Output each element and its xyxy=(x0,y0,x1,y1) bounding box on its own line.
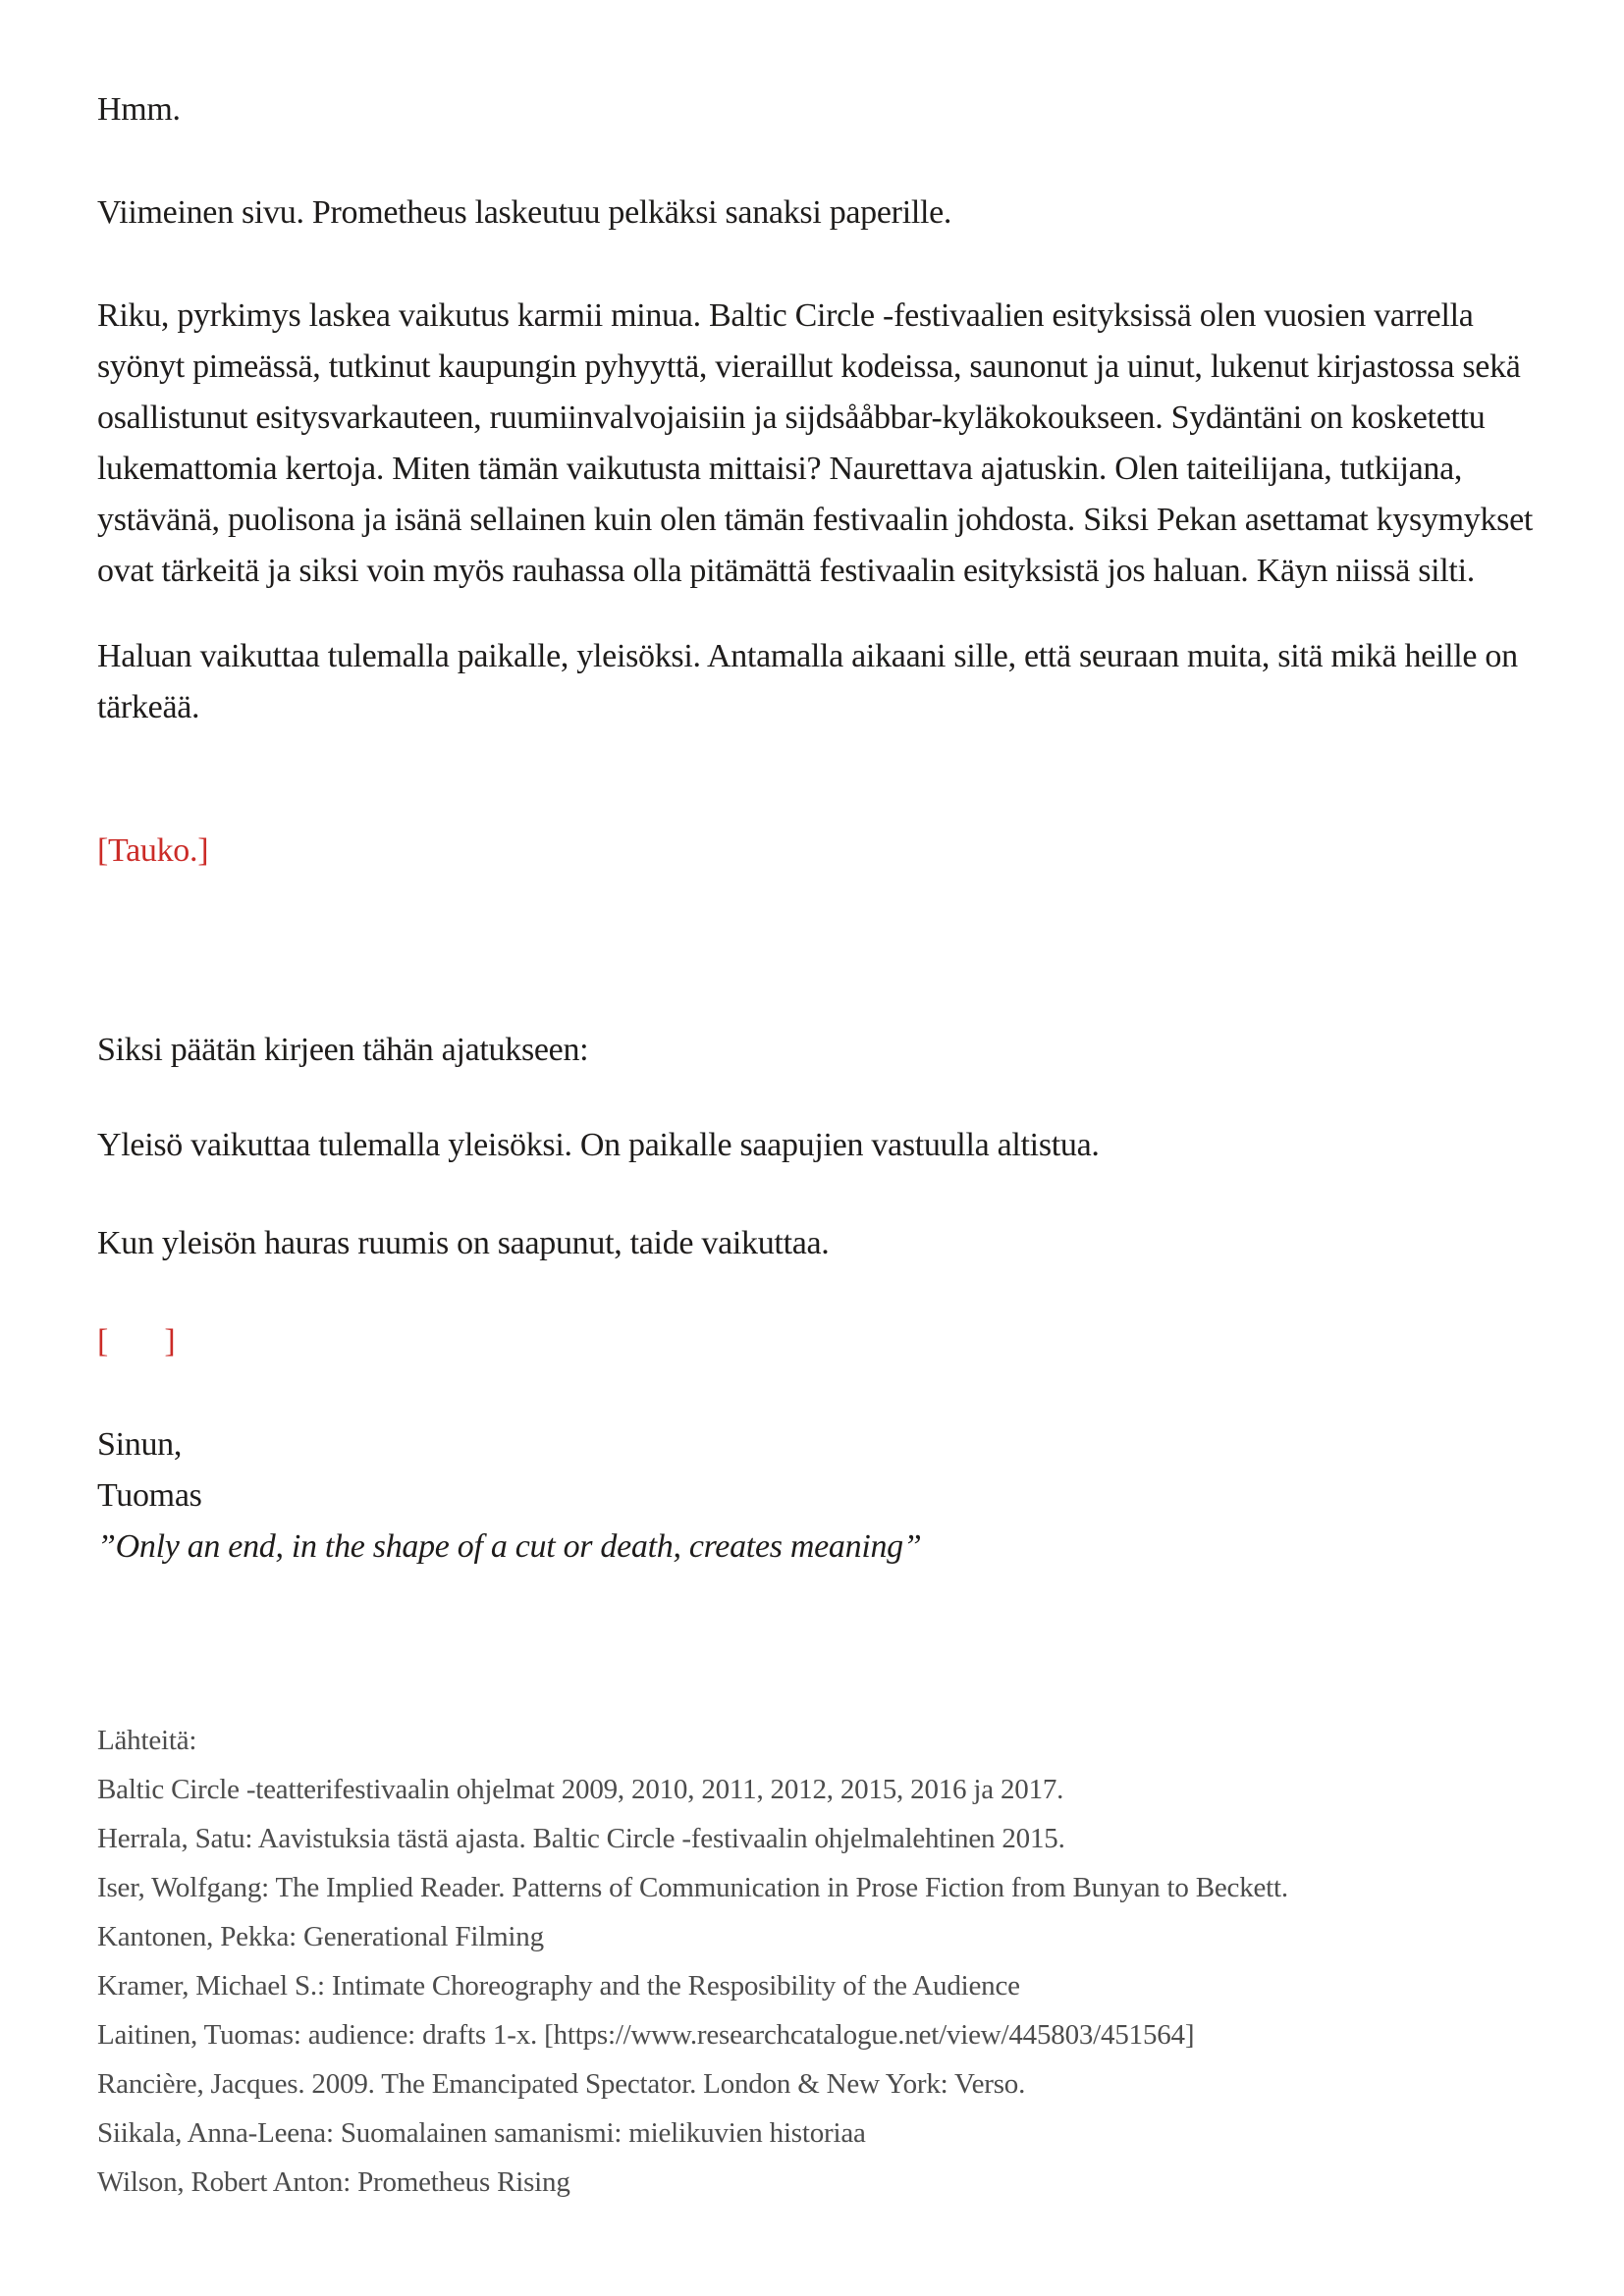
source-item: Kramer, Michael S.: Intimate Choreography and the Resposibility of the Audience xyxy=(97,1970,1020,2002)
source-item: Baltic Circle -teatterifestivaalin ohjelmat 2009, 2010, 2011, 2012, 2015, 2016 ja 2017. xyxy=(97,1774,1064,1805)
source-item: Iser, Wolfgang: The Implied Reader. Patterns of Communication in Prose Fiction from Bunyan to Beckett. xyxy=(97,1872,1288,1903)
signature-name: Tuomas xyxy=(97,1477,202,1514)
paragraph-line: ovat tärkeitä ja siksi voin myös rauhassa olla pitämättä festivaalin esityksistä jos haluan. Käyn niissä silti. xyxy=(97,553,1475,589)
paragraph-haluan-vaikuttaa xyxy=(97,631,1560,733)
empty-brackets-marker xyxy=(97,1316,1560,1367)
source-item: Rancière, Jacques. 2009. The Emancipated Spectator. London & New York: Verso. xyxy=(97,2068,1026,2100)
source-item: Wilson, Robert Anton: Prometheus Rising xyxy=(97,2166,570,2198)
paragraph-yleiso-vaikuttaa xyxy=(97,1120,1560,1171)
paragraph-line: syönyt pimeässä, tutkinut kaupungin pyhyyttä, vieraillut kodeissa, saunonut ja uinut, lukenut kirjastossa sekä xyxy=(97,348,1521,385)
paragraph-line: tärkeää. xyxy=(97,689,200,725)
sources-section xyxy=(97,1716,1560,2207)
paragraph-line: Yleisö vaikuttaa tulemalla yleisöksi. On paikalle saapujien vastuulla altistua. xyxy=(97,1127,1100,1163)
paragraph-line: Siksi päätän kirjeen tähän ajatukseen: xyxy=(97,1032,589,1068)
sources-heading: Lähteitä: xyxy=(97,1725,197,1756)
paragraph-siksi-paatan xyxy=(97,1025,1560,1076)
paragraph-line: Hmm. xyxy=(97,91,181,128)
pause-marker-text: [Tauko.] xyxy=(97,832,209,869)
signature-quote: ”Only an end, in the shape of a cut or death, creates meaning” xyxy=(97,1528,922,1565)
paragraph-viimeinen-sivu xyxy=(97,187,1560,239)
source-item: Kantonen, Pekka: Generational Filming xyxy=(97,1921,544,1952)
paragraph-riku xyxy=(97,291,1560,597)
paragraph-line: ystävänä, puolisona ja isänä sellainen kuin olen tämän festivaalin johdosta. Siksi Pekan asettamat kysymykset xyxy=(97,502,1534,538)
empty-brackets-text: [ ] xyxy=(97,1323,176,1360)
pause-marker xyxy=(97,826,1560,877)
paragraph-line: osallistunut esitysvarkauteen, ruumiinvalvojaisiin ja sijdsååbbar-kyläkokoukseen. Sydäntäni on kosketettu xyxy=(97,400,1486,436)
paragraph-hmm xyxy=(97,84,1560,135)
signature-block xyxy=(97,1419,1560,1573)
paragraph-line: Kun yleisön hauras ruumis on saapunut, taide vaikuttaa. xyxy=(97,1225,830,1261)
paragraph-line: lukemattomia kertoja. Miten tämän vaikutusta mittaisi? Naurettava ajatuskin. Olen taiteilijana, tutkijana, xyxy=(97,451,1463,487)
source-item: Laitinen, Tuomas: audience: drafts 1-x. [https://www.researchcatalogue.net/view/445803/451564] xyxy=(97,2019,1195,2051)
paragraph-line: Viimeinen sivu. Prometheus laskeutuu pelkäksi sanaksi paperille. xyxy=(97,194,952,231)
paragraph-line: Riku, pyrkimys laskea vaikutus karmii minua. Baltic Circle -festivaalien esityksissä olen vuosien varrella xyxy=(97,297,1474,334)
source-item: Herrala, Satu: Aavistuksia tästä ajasta. Baltic Circle -festivaalin ohjelmalehtinen 2015. xyxy=(97,1823,1065,1854)
paragraph-kun-yleison xyxy=(97,1218,1560,1269)
source-item: Siikala, Anna-Leena: Suomalainen samanismi: mielikuvien historiaa xyxy=(97,2117,866,2149)
signature-closing: Sinun, xyxy=(97,1426,183,1463)
paragraph-line: Haluan vaikuttaa tulemalla paikalle, yleisöksi. Antamalla aikaani sille, että seuraan muita, sitä mikä heille on xyxy=(97,638,1518,674)
